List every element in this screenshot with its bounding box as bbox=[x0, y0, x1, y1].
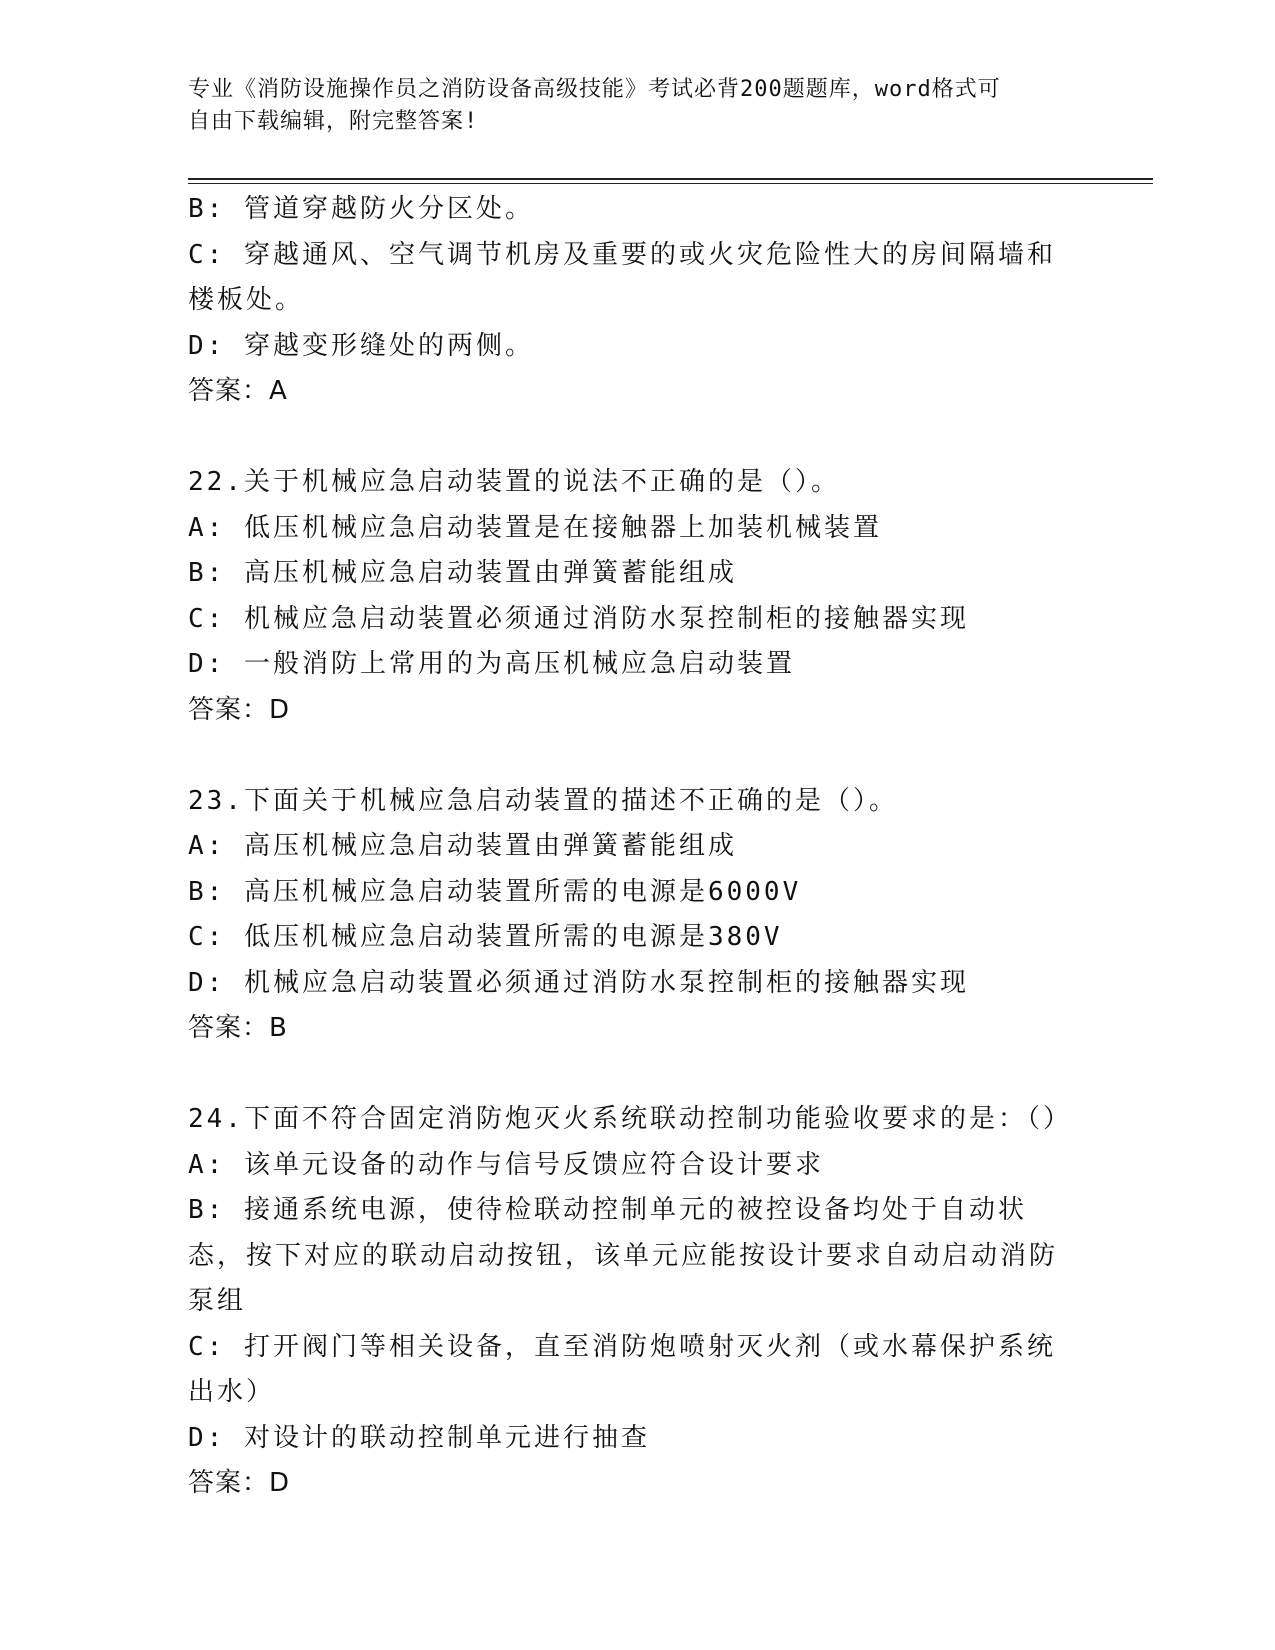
header-line-1: 专业《消防设施操作员之消防设备高级技能》考试必背200题题库，word格式可 bbox=[188, 77, 1001, 102]
answer-line: 答案：D bbox=[188, 694, 291, 725]
option-c: C: 低压机械应急启动装置所需的电源是380V bbox=[188, 922, 783, 952]
option-a: A: 该单元设备的动作与信号反馈应符合设计要求 bbox=[188, 1149, 824, 1180]
header-divider-thick bbox=[188, 178, 1153, 180]
spacer bbox=[188, 415, 1068, 461]
option-a: A: 高压机械应急启动装置由弹簧蓄能组成 bbox=[188, 831, 737, 861]
header-line-2: 自由下载编辑，附完整答案! bbox=[188, 109, 479, 134]
option-c: C: 穿越通风、空气调节机房及重要的或火灾危险性大的房间隔墙和楼板处。 bbox=[188, 239, 1056, 315]
question-stem: 23.下面关于机械应急启动装置的描述不正确的是（）。 bbox=[188, 785, 898, 816]
option-d: D: 穿越变形缝处的两侧。 bbox=[188, 330, 534, 361]
document-header bbox=[188, 74, 1068, 138]
option-d: D: 机械应急启动装置必须通过消防水泵控制柜的接触器实现 bbox=[188, 967, 969, 998]
option-c: C: 机械应急启动装置必须通过消防水泵控制柜的接触器实现 bbox=[188, 603, 969, 634]
option-b: B: 高压机械应急启动装置所需的电源是6000V bbox=[188, 876, 802, 907]
question-23 bbox=[188, 779, 1068, 1052]
question-24 bbox=[188, 1097, 1072, 1507]
option-a: A: 低压机械应急启动装置是在接触器上加装机械装置 bbox=[188, 512, 882, 543]
question-22 bbox=[188, 460, 1068, 733]
option-d: D: 对设计的联动控制单元进行抽查 bbox=[188, 1422, 650, 1453]
option-b: B: 接通系统电源，使待检联动控制单元的被控设备均处于自动状态，按下对应的联动启动按钮，该单元应能按设计要求自动启动消防泵组 bbox=[188, 1195, 1059, 1316]
answer-line: 答案：A bbox=[188, 376, 288, 406]
option-b: B: 管道穿越防火分区处。 bbox=[188, 194, 534, 224]
question-stem: 24.下面不符合固定消防炮灭火系统联动控制功能验收要求的是：（） bbox=[188, 1104, 1072, 1134]
question-list bbox=[188, 187, 1072, 1507]
option-d: D: 一般消防上常用的为高压机械应急启动装置 bbox=[188, 649, 795, 679]
spacer bbox=[188, 733, 1068, 779]
question-stem: 22.关于机械应急启动装置的说法不正确的是（）。 bbox=[188, 467, 840, 497]
header-divider-thin bbox=[188, 183, 1153, 184]
answer-line: 答案：B bbox=[188, 1013, 288, 1043]
option-b: B: 高压机械应急启动装置由弹簧蓄能组成 bbox=[188, 558, 737, 588]
spacer bbox=[188, 1052, 1068, 1098]
question-21-continued bbox=[188, 187, 1068, 415]
option-c: C: 打开阀门等相关设备，直至消防炮喷射灭火剂（或水幕保护系统出水） bbox=[188, 1331, 1056, 1407]
answer-line: 答案：D bbox=[188, 1468, 291, 1498]
